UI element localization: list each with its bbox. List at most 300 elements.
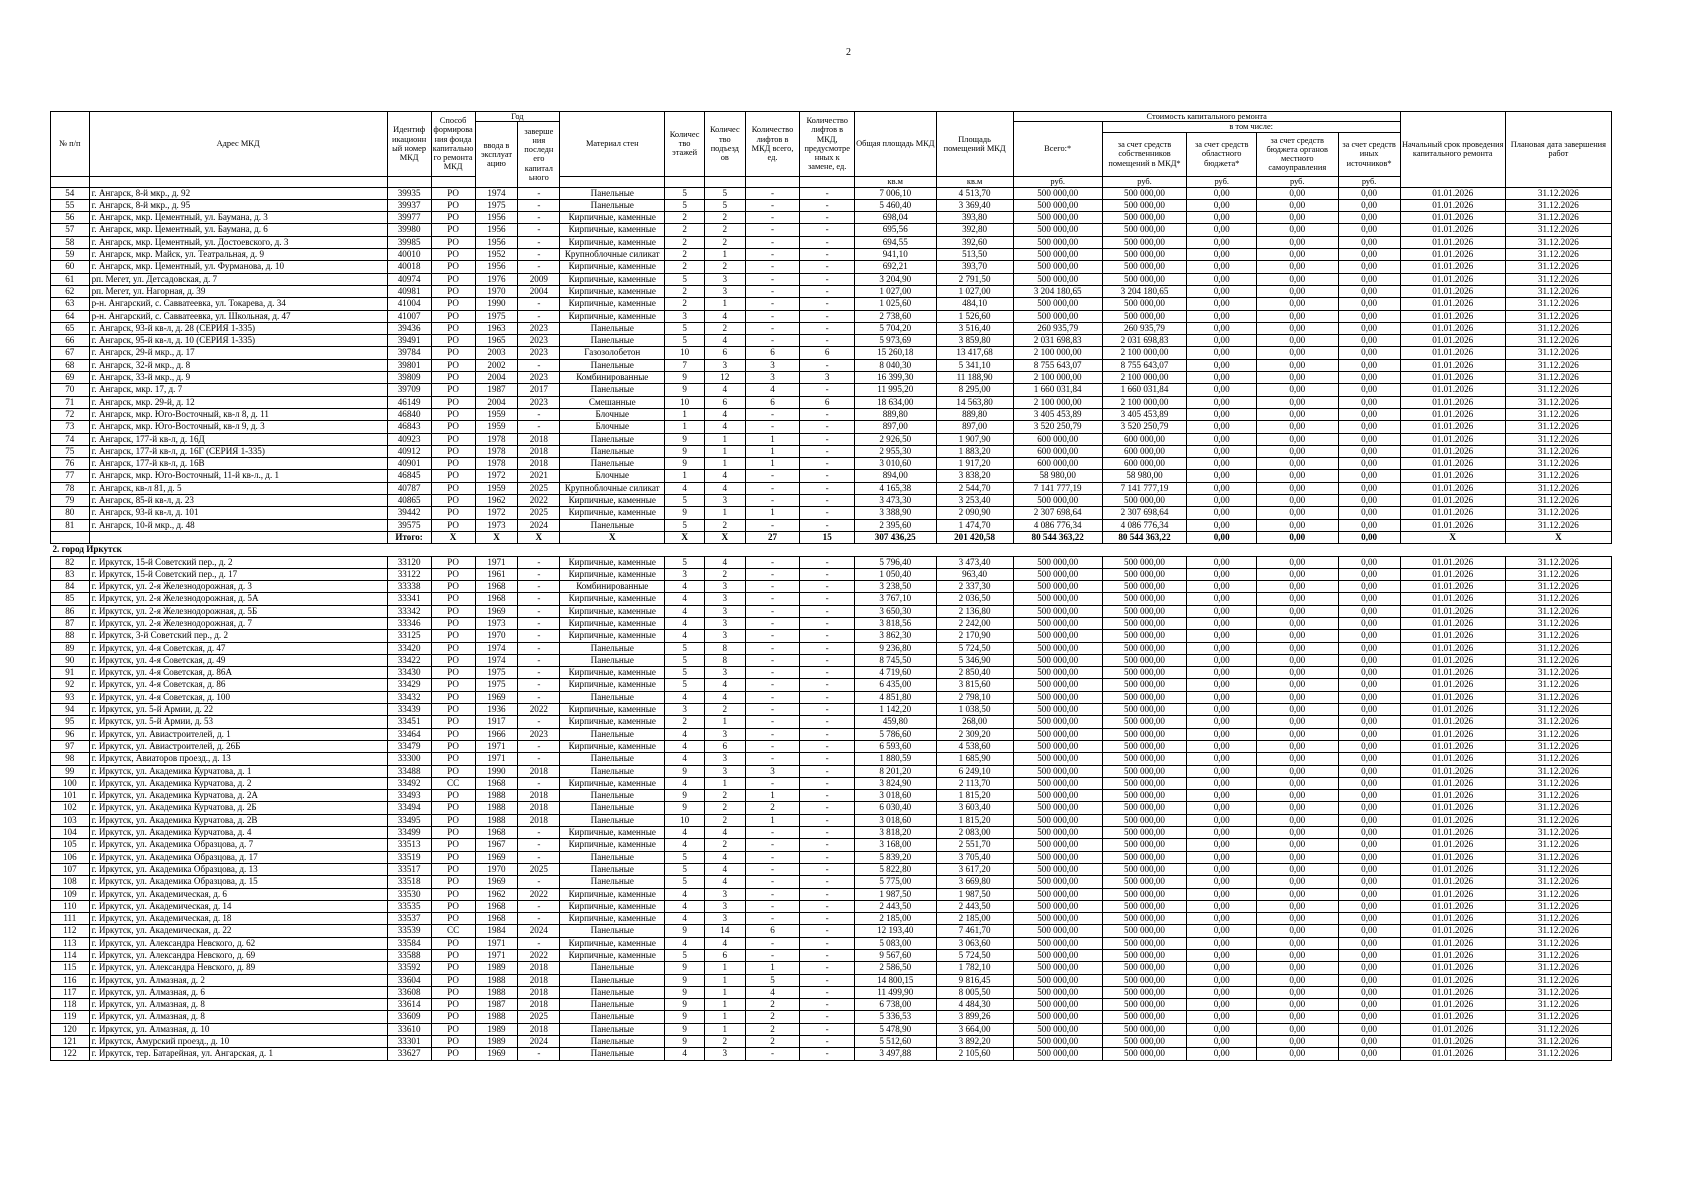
table-row bbox=[51, 950, 1612, 962]
table-cell: 31.12.2026 bbox=[1505, 519, 1611, 531]
table-cell: РО bbox=[431, 482, 475, 494]
table-row bbox=[51, 408, 1612, 420]
table-cell: 01.01.2026 bbox=[1400, 642, 1505, 654]
table-cell: 92 bbox=[51, 679, 90, 691]
table-cell: 500 000,00 bbox=[1102, 654, 1187, 666]
table-cell: 0,00 bbox=[1338, 839, 1400, 851]
table-cell: 1978 bbox=[475, 433, 518, 445]
table-cell: 5 bbox=[665, 876, 705, 888]
table-cell: РО bbox=[431, 839, 475, 851]
table-cell: 0,00 bbox=[1257, 900, 1338, 912]
table-cell: 2021 bbox=[518, 470, 560, 482]
table-cell: Кирпичные, каменные bbox=[560, 212, 665, 224]
table-cell: РО bbox=[431, 691, 475, 703]
table-cell: 0,00 bbox=[1338, 986, 1400, 998]
table-cell: - bbox=[518, 654, 560, 666]
table-cell: 1 880,59 bbox=[855, 753, 936, 765]
table-cell: 0,00 bbox=[1338, 421, 1400, 433]
table-cell: 9 bbox=[665, 445, 705, 457]
table-row bbox=[51, 593, 1612, 605]
table-cell: 2022 bbox=[518, 950, 560, 962]
table-cell: 01.01.2026 bbox=[1400, 593, 1505, 605]
table-cell: 40865 bbox=[387, 495, 431, 507]
table-cell: - bbox=[745, 556, 800, 568]
table-cell: - bbox=[745, 273, 800, 285]
table-row bbox=[51, 925, 1612, 937]
header-premises-area: Площадь помещений МКД bbox=[936, 112, 1013, 177]
table-cell: 8 005,50 bbox=[936, 986, 1013, 998]
table-cell: 500 000,00 bbox=[1102, 900, 1187, 912]
table-cell: 2 337,30 bbox=[936, 581, 1013, 593]
table-cell: 2 443,50 bbox=[855, 900, 936, 912]
table-cell: 0,00 bbox=[1338, 581, 1400, 593]
table-cell: 0,00 bbox=[1187, 458, 1257, 470]
table-cell: 1969 bbox=[475, 605, 518, 617]
address-cell: г. Иркутск, 15-й Советский пер., д. 2 bbox=[89, 556, 387, 568]
table-cell: Кирпичные, каменные bbox=[560, 900, 665, 912]
table-cell: 31.12.2026 bbox=[1505, 581, 1611, 593]
table-cell: 0,00 bbox=[1187, 839, 1257, 851]
table-cell: 0,00 bbox=[1338, 212, 1400, 224]
table-cell: 2018 bbox=[518, 765, 560, 777]
header-total-area: Общая площадь МКД bbox=[855, 112, 936, 177]
table-cell: 500 000,00 bbox=[1102, 704, 1187, 716]
table-cell: 78 bbox=[51, 482, 90, 494]
table-cell: 31.12.2026 bbox=[1505, 753, 1611, 765]
header-own: за счет средств собственников помещений в МКД* bbox=[1102, 132, 1187, 176]
table-cell: 59 bbox=[51, 249, 90, 261]
table-cell: 01.01.2026 bbox=[1400, 876, 1505, 888]
table-cell: 500 000,00 bbox=[1013, 728, 1102, 740]
table-cell: 33494 bbox=[387, 802, 431, 814]
table-cell: 5 839,20 bbox=[855, 851, 936, 863]
table-cell: 2022 bbox=[518, 888, 560, 900]
table-cell: 4 bbox=[665, 827, 705, 839]
table-cell: 3 650,30 bbox=[855, 605, 936, 617]
table-cell: - bbox=[800, 999, 855, 1011]
header-fund: Способ формирова ния фонда капитально го ремонта МКД bbox=[431, 112, 475, 177]
table-cell: 1961 bbox=[475, 568, 518, 580]
table-cell: 1 bbox=[704, 986, 745, 998]
table-cell: 39442 bbox=[387, 507, 431, 519]
table-cell: 0,00 bbox=[1187, 236, 1257, 248]
table-cell: 0,00 bbox=[1187, 335, 1257, 347]
table-cell: 500 000,00 bbox=[1013, 974, 1102, 986]
table-cell: - bbox=[745, 224, 800, 236]
table-cell: 5 512,60 bbox=[855, 1036, 936, 1048]
table-cell: 4 bbox=[665, 630, 705, 642]
header-year-last: заверше ния последн его капитал ьного bbox=[518, 122, 560, 187]
table-cell: 71 bbox=[51, 396, 90, 408]
table-cell: - bbox=[800, 568, 855, 580]
table-cell: - bbox=[800, 777, 855, 789]
table-cell: 9 bbox=[665, 765, 705, 777]
table-cell: Панельные bbox=[560, 187, 665, 199]
table-cell: 14 563,80 bbox=[936, 396, 1013, 408]
table-cell: 963,40 bbox=[936, 568, 1013, 580]
table-cell: РО bbox=[431, 888, 475, 900]
table-cell: 6 bbox=[745, 396, 800, 408]
table-cell: 4 bbox=[665, 482, 705, 494]
table-cell: Панельные bbox=[560, 728, 665, 740]
table-cell: 33300 bbox=[387, 753, 431, 765]
table-cell: 2 bbox=[665, 298, 705, 310]
table-cell: 2 586,50 bbox=[855, 962, 936, 974]
table-cell: - bbox=[800, 876, 855, 888]
table-cell: 500 000,00 bbox=[1102, 617, 1187, 629]
table-cell: 500 000,00 bbox=[1102, 827, 1187, 839]
table-cell: 109 bbox=[51, 888, 90, 900]
table-cell: 0,00 bbox=[1257, 753, 1338, 765]
table-cell: 600 000,00 bbox=[1013, 445, 1102, 457]
table-cell: - bbox=[800, 433, 855, 445]
table-row bbox=[51, 999, 1612, 1011]
table-cell: 110 bbox=[51, 900, 90, 912]
header-floors: Количес тво этажей bbox=[665, 112, 705, 177]
table-cell: - bbox=[800, 753, 855, 765]
table-cell: 2 100 000,00 bbox=[1102, 396, 1187, 408]
table-cell: 2 bbox=[665, 261, 705, 273]
table-cell: 2 bbox=[745, 999, 800, 1011]
table-cell: 31.12.2026 bbox=[1505, 372, 1611, 384]
table-cell: 2018 bbox=[518, 986, 560, 998]
table-cell: 4 bbox=[665, 888, 705, 900]
table-cell: - bbox=[745, 777, 800, 789]
table-cell: 39937 bbox=[387, 199, 431, 211]
table-cell: 01.01.2026 bbox=[1400, 630, 1505, 642]
table-cell: 500 000,00 bbox=[1102, 1011, 1187, 1023]
table-cell: 1959 bbox=[475, 482, 518, 494]
table-cell: 118 bbox=[51, 999, 90, 1011]
table-cell: Панельные bbox=[560, 1023, 665, 1035]
table-cell: - bbox=[800, 445, 855, 457]
table-cell: - bbox=[745, 421, 800, 433]
table-cell: 8 040,30 bbox=[855, 359, 936, 371]
table-cell: Кирпичные, каменные bbox=[560, 593, 665, 605]
table-cell: 0,00 bbox=[1187, 716, 1257, 728]
table-cell: 33517 bbox=[387, 863, 431, 875]
table-cell: 500 000,00 bbox=[1013, 740, 1102, 752]
table-cell: 7 141 777,19 bbox=[1013, 482, 1102, 494]
table-cell: - bbox=[800, 224, 855, 236]
table-cell: 2 100 000,00 bbox=[1013, 347, 1102, 359]
table-cell: 10 bbox=[665, 396, 705, 408]
table-cell: 500 000,00 bbox=[1013, 827, 1102, 839]
header-num: № п/п bbox=[51, 112, 90, 177]
table-row bbox=[51, 433, 1612, 445]
unit-rub-local: руб. bbox=[1257, 176, 1338, 187]
table-cell: 70 bbox=[51, 384, 90, 396]
table-cell: 0,00 bbox=[1338, 372, 1400, 384]
table-cell: 0,00 bbox=[1338, 507, 1400, 519]
table-cell: 4 bbox=[704, 384, 745, 396]
address-cell: г. Иркутск, тер. Батарейная, ул. Ангарская, д. 1 bbox=[89, 1048, 387, 1060]
table-cell: 1 bbox=[745, 458, 800, 470]
table-cell: 1956 bbox=[475, 224, 518, 236]
table-cell: 4 bbox=[665, 900, 705, 912]
table-cell: Панельные bbox=[560, 962, 665, 974]
table-cell: 3 bbox=[665, 704, 705, 716]
table-cell: 4 bbox=[665, 777, 705, 789]
table-cell: РО bbox=[431, 445, 475, 457]
table-cell: 2018 bbox=[518, 433, 560, 445]
table-cell: 695,56 bbox=[855, 224, 936, 236]
table-cell: 58 980,00 bbox=[1102, 470, 1187, 482]
table-cell: 01.01.2026 bbox=[1400, 974, 1505, 986]
address-cell: г. Иркутск, ул. 2-я Железнодорожная, д. 3 bbox=[89, 581, 387, 593]
table-cell: 2 bbox=[704, 568, 745, 580]
table-cell: 0,00 bbox=[1187, 790, 1257, 802]
table-cell: 94 bbox=[51, 704, 90, 716]
table-cell: 2024 bbox=[518, 1036, 560, 1048]
table-cell: 79 bbox=[51, 495, 90, 507]
table-cell: 1917 bbox=[475, 716, 518, 728]
table-cell: 0,00 bbox=[1257, 704, 1338, 716]
table-cell: 0,00 bbox=[1257, 408, 1338, 420]
table-cell: - bbox=[800, 630, 855, 642]
table-cell: - bbox=[518, 236, 560, 248]
table-row bbox=[51, 728, 1612, 740]
table-cell: 3 497,88 bbox=[855, 1048, 936, 1060]
table-row bbox=[51, 667, 1612, 679]
table-cell: 82 bbox=[51, 556, 90, 568]
table-cell: - bbox=[800, 273, 855, 285]
table-cell: 75 bbox=[51, 445, 90, 457]
table-cell: 31.12.2026 bbox=[1505, 765, 1611, 777]
table-cell: - bbox=[800, 667, 855, 679]
table-cell: 9 816,45 bbox=[936, 974, 1013, 986]
table-cell: 0,00 bbox=[1257, 740, 1338, 752]
table-cell: 2018 bbox=[518, 458, 560, 470]
table-cell: 0,00 bbox=[1257, 581, 1338, 593]
table-row bbox=[51, 581, 1612, 593]
table-cell: 2002 bbox=[475, 359, 518, 371]
table-cell: 0,00 bbox=[1257, 199, 1338, 211]
table-cell: 31.12.2026 bbox=[1505, 1023, 1611, 1035]
table-cell: 0,00 bbox=[1187, 261, 1257, 273]
table-cell: РО bbox=[431, 384, 475, 396]
table-cell: 1956 bbox=[475, 236, 518, 248]
table-cell: 5 bbox=[665, 519, 705, 531]
header-incl: в том числе: bbox=[1102, 122, 1400, 132]
table-cell: - bbox=[745, 642, 800, 654]
table-cell: 6 593,60 bbox=[855, 740, 936, 752]
address-cell: г. Иркутск, ул. 2-я Железнодорожная, д. 5А bbox=[89, 593, 387, 605]
table-cell: 31.12.2026 bbox=[1505, 384, 1611, 396]
table-cell: 6 bbox=[704, 396, 745, 408]
table-cell: 2 955,30 bbox=[855, 445, 936, 457]
table-cell: 119 bbox=[51, 1011, 90, 1023]
table-cell: 2025 bbox=[518, 482, 560, 494]
table-cell: 600 000,00 bbox=[1013, 433, 1102, 445]
table-cell: 0,00 bbox=[1187, 913, 1257, 925]
table-cell: - bbox=[800, 285, 855, 297]
address-cell: г. Иркутск, ул. Авиастроителей, д. 26Б bbox=[89, 740, 387, 752]
table-row bbox=[51, 839, 1612, 851]
table-cell: РО bbox=[431, 913, 475, 925]
table-cell: РО bbox=[431, 1023, 475, 1035]
table-row bbox=[51, 802, 1612, 814]
table-cell: - bbox=[518, 937, 560, 949]
table-cell: 4 bbox=[704, 679, 745, 691]
table-cell: 7 141 777,19 bbox=[1102, 482, 1187, 494]
table-cell: 1 526,60 bbox=[936, 310, 1013, 322]
table-cell: 500 000,00 bbox=[1102, 986, 1187, 998]
table-cell: - bbox=[800, 1011, 855, 1023]
table-cell: 1966 bbox=[475, 728, 518, 740]
table-cell: 0,00 bbox=[1257, 1011, 1338, 1023]
table-cell: РО bbox=[431, 863, 475, 875]
table-cell: - bbox=[800, 458, 855, 470]
table-cell: 3 862,30 bbox=[855, 630, 936, 642]
table-cell: 0,00 bbox=[1187, 212, 1257, 224]
table-cell: 0,00 bbox=[1187, 679, 1257, 691]
table-cell: 500 000,00 bbox=[1102, 1036, 1187, 1048]
table-cell: 31.12.2026 bbox=[1505, 224, 1611, 236]
table-row bbox=[51, 863, 1612, 875]
table-cell: 41004 bbox=[387, 298, 431, 310]
table-cell: - bbox=[518, 310, 560, 322]
table-cell: 0,00 bbox=[1338, 593, 1400, 605]
table-cell: 3 617,20 bbox=[936, 863, 1013, 875]
table-cell: 0,00 bbox=[1257, 421, 1338, 433]
table-cell: 2 bbox=[704, 802, 745, 814]
address-cell: г. Иркутск, ул. Академика Курчатова, д. 2В bbox=[89, 814, 387, 826]
table-cell: 1 038,50 bbox=[936, 704, 1013, 716]
table-cell: 5 bbox=[665, 556, 705, 568]
unit-area-total: кв.м bbox=[855, 176, 936, 187]
table-cell: 0,00 bbox=[1338, 495, 1400, 507]
table-cell: РО bbox=[431, 310, 475, 322]
table-cell: 3 bbox=[665, 310, 705, 322]
table-cell: 4 484,30 bbox=[936, 999, 1013, 1011]
table-cell: 31.12.2026 bbox=[1505, 986, 1611, 998]
table-cell: 500 000,00 bbox=[1013, 199, 1102, 211]
table-cell: 1 bbox=[665, 470, 705, 482]
table-cell: 11 188,90 bbox=[936, 372, 1013, 384]
table-cell: 2 100 000,00 bbox=[1102, 347, 1187, 359]
table-cell: 104 bbox=[51, 827, 90, 839]
table-cell: 4 bbox=[704, 827, 745, 839]
table-cell: 3 204 180,65 bbox=[1102, 285, 1187, 297]
table-row bbox=[51, 704, 1612, 716]
table-cell: 2 bbox=[704, 704, 745, 716]
table-cell: 894,00 bbox=[855, 470, 936, 482]
table-cell: 0,00 bbox=[1187, 322, 1257, 334]
table-cell: 2 738,60 bbox=[855, 310, 936, 322]
table-cell: 500 000,00 bbox=[1013, 273, 1102, 285]
table-cell: - bbox=[745, 249, 800, 261]
table-cell: 698,04 bbox=[855, 212, 936, 224]
table-cell: 33464 bbox=[387, 728, 431, 740]
table-cell: 1978 bbox=[475, 458, 518, 470]
table-cell: 31.12.2026 bbox=[1505, 716, 1611, 728]
table-cell: 31.12.2026 bbox=[1505, 396, 1611, 408]
table-cell: 0,00 bbox=[1257, 679, 1338, 691]
table-cell: 4 bbox=[704, 482, 745, 494]
table-cell: 2023 bbox=[518, 728, 560, 740]
table-cell: 7 461,70 bbox=[936, 925, 1013, 937]
table-cell: 4 bbox=[704, 876, 745, 888]
table-cell: - bbox=[800, 581, 855, 593]
address-cell: г. Ангарск, 8-й мкр., д. 95 bbox=[89, 199, 387, 211]
table-cell: 5 346,90 bbox=[936, 654, 1013, 666]
table-cell: РО bbox=[431, 753, 475, 765]
table-cell: 500 000,00 bbox=[1013, 950, 1102, 962]
address-cell: г. Ангарск, мкр. Майск, ул. Театральная, д. 9 bbox=[89, 249, 387, 261]
table-cell: 1987 bbox=[475, 999, 518, 1011]
table-cell: 31.12.2026 bbox=[1505, 937, 1611, 949]
table-cell: 33614 bbox=[387, 999, 431, 1011]
table-row bbox=[51, 384, 1612, 396]
table-cell: 01.01.2026 bbox=[1400, 556, 1505, 568]
table-cell: 31.12.2026 bbox=[1505, 691, 1611, 703]
table-cell: 01.01.2026 bbox=[1400, 310, 1505, 322]
table-cell: 2 bbox=[704, 212, 745, 224]
table-cell: 0,00 bbox=[1257, 913, 1338, 925]
address-cell: г. Ангарск, 93-й кв-л, д. 28 (СЕРИЯ 1-335) bbox=[89, 322, 387, 334]
table-cell: 500 000,00 bbox=[1102, 556, 1187, 568]
unit-rub-regional: руб. bbox=[1187, 176, 1257, 187]
table-row bbox=[51, 888, 1612, 900]
table-row bbox=[51, 876, 1612, 888]
table-cell: - bbox=[518, 667, 560, 679]
table-cell: 0,00 bbox=[1257, 790, 1338, 802]
address-cell: г. Иркутск, 15-й Советский пер., д. 17 bbox=[89, 568, 387, 580]
table-cell: 4 bbox=[704, 408, 745, 420]
table-cell: 31.12.2026 bbox=[1505, 285, 1611, 297]
table-cell: - bbox=[518, 827, 560, 839]
table-cell: 3 664,00 bbox=[936, 1023, 1013, 1035]
table-cell: - bbox=[745, 519, 800, 531]
table-cell: 0,00 bbox=[1257, 249, 1338, 261]
table-cell: - bbox=[518, 249, 560, 261]
address-cell: г. Иркутск, ул. Академическая, д. 18 bbox=[89, 913, 387, 925]
table-cell: РО bbox=[431, 950, 475, 962]
table-cell: 0,00 bbox=[1257, 839, 1338, 851]
table-cell: 0,00 bbox=[1187, 224, 1257, 236]
table-cell: 3 405 453,89 bbox=[1013, 408, 1102, 420]
table-cell: РО bbox=[431, 568, 475, 580]
table-cell: 0,00 bbox=[1338, 285, 1400, 297]
table-cell: - bbox=[800, 1048, 855, 1060]
table-cell: 01.01.2026 bbox=[1400, 704, 1505, 716]
table-cell: - bbox=[745, 630, 800, 642]
table-cell: 1990 bbox=[475, 298, 518, 310]
table-cell: 5 bbox=[665, 322, 705, 334]
table-cell: 0,00 bbox=[1338, 790, 1400, 802]
table-cell: 5 bbox=[665, 667, 705, 679]
table-cell: 65 bbox=[51, 322, 90, 334]
table-cell: - bbox=[745, 1048, 800, 1060]
table-cell: Панельные bbox=[560, 863, 665, 875]
table-row bbox=[51, 372, 1612, 384]
table-cell: 3 bbox=[704, 888, 745, 900]
table-cell: 31.12.2026 bbox=[1505, 249, 1611, 261]
table-cell: 31.12.2026 bbox=[1505, 199, 1611, 211]
table-cell: Панельные bbox=[560, 790, 665, 802]
table-cell: 39809 bbox=[387, 372, 431, 384]
table-cell: 500 000,00 bbox=[1013, 986, 1102, 998]
address-cell: г. Ангарск, мкр. Цементный, ул. Фурманова, д. 10 bbox=[89, 261, 387, 273]
table-cell: Кирпичные, каменные bbox=[560, 716, 665, 728]
table-cell: 0,00 bbox=[1338, 974, 1400, 986]
table-cell: 0,00 bbox=[1338, 900, 1400, 912]
table-cell: 74 bbox=[51, 433, 90, 445]
table-cell: 33584 bbox=[387, 937, 431, 949]
table-cell: 0,00 bbox=[1187, 814, 1257, 826]
unit-rub-own: руб. bbox=[1102, 176, 1187, 187]
